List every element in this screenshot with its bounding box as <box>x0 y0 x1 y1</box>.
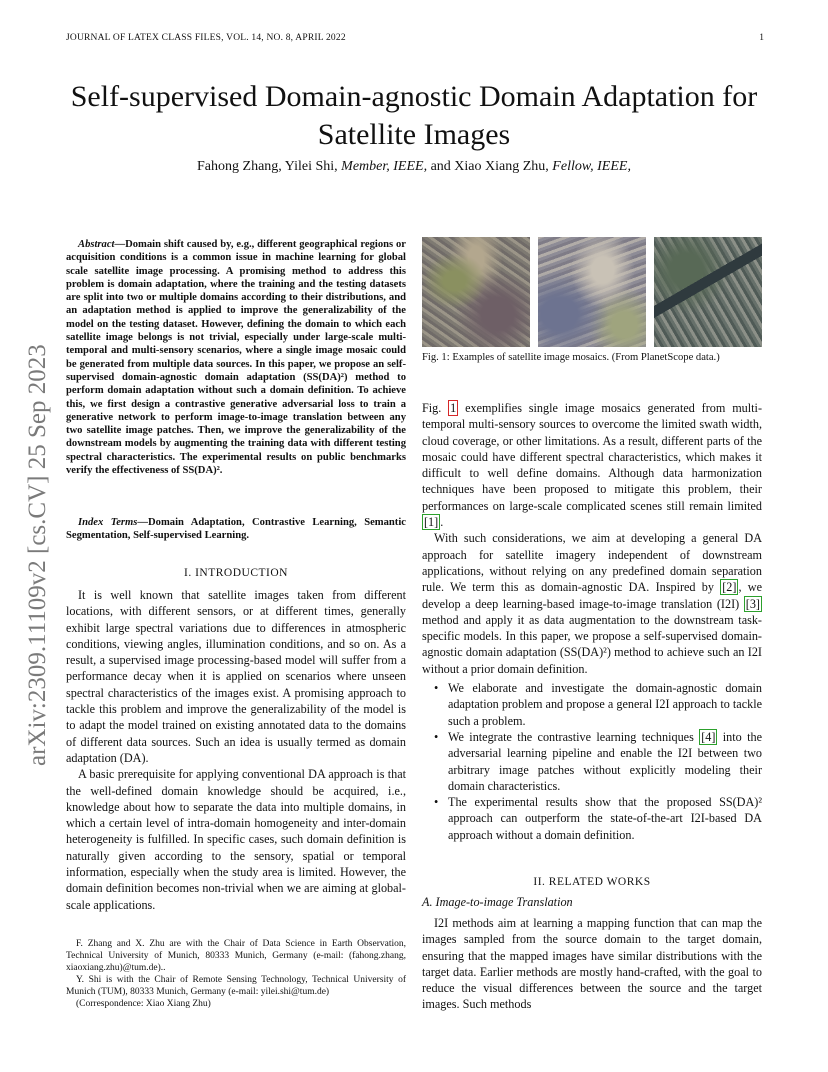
subsection-heading-i2i: A. Image-to-image Translation <box>422 895 573 909</box>
index-terms-label: Index Terms <box>78 517 138 528</box>
arxiv-identifier: arXiv:2309.11109v2 [cs.CV] 25 Sep 2023 <box>24 344 51 766</box>
author-role-1: Member, IEEE, <box>341 159 428 174</box>
contribution-item <box>422 729 762 794</box>
running-header: JOURNAL OF LATEX CLASS FILES, VOL. 14, NO. 8, APRIL 2022 <box>66 33 346 43</box>
footnote-affiliation-2: Y. Shi is with the Chair of Remote Sensing Technology, Technical University of Munich (TUM), 80333 Munich, Germany (e-mail: yilei.shi@tum.de) <box>66 975 406 997</box>
contribution-item: • We elaborate and investigate the domain-agnostic domain adaptation problem and propose a general I2I approach to tackle such a problem. <box>422 680 762 729</box>
right-column-body <box>422 400 762 843</box>
paper-title: Self-supervised Domain-agnostic Domain Adaptation for Satellite Images <box>70 80 758 151</box>
author-list <box>66 159 762 175</box>
citation-4-link[interactable]: [4] <box>701 729 716 744</box>
page-number: 1 <box>759 33 764 43</box>
footnote-correspondence: (Correspondence: Xiao Xiang Zhu) <box>76 999 211 1009</box>
abstract-label: Abstract <box>78 239 115 250</box>
author-role-2: Fellow, IEEE, <box>552 159 631 174</box>
section-heading-introduction: I. INTRODUCTION <box>184 567 288 579</box>
citation-1-link[interactable]: [1] <box>424 515 439 530</box>
contribution-item: • The experimental results show that the proposed SS(DA)² approach can outperform the state-of-the-art I2I-based DA approach without a domain definition. <box>422 794 762 843</box>
author-names-1: Fahong Zhang, Yilei Shi, <box>197 159 342 174</box>
related-paragraph-1: I2I methods aim at learning a mapping function that can map the images sampled from the source domain to the target domain, ensuring that the mapped images have similar distributions with the target data. Earlier methods are mostly hand-crafted, with the goal to reduce the visual differences between the source and the target images. Such methods <box>422 916 762 1012</box>
introduction-body <box>66 587 406 913</box>
index-terms-text: —Domain Adaptation, Contrastive Learning, Semantic Segmentation, Self-supervised Learning. <box>66 517 406 542</box>
text-run: . <box>440 515 444 530</box>
related-works-body <box>422 915 762 1013</box>
abstract <box>66 238 406 477</box>
text-run: Fig. <box>422 401 449 415</box>
footnote-affiliation-1: F. Zhang and X. Zhu are with the Chair of Data Science in Earth Observation, Technical University of Munich, 80333 Munich, Germany (e-mail: (fahong.zhang, xiaoxiang.zhu)@tum.de).. <box>66 939 406 973</box>
satellite-image-2 <box>538 237 646 347</box>
text-run: We integrate the contrastive learning techniques <box>448 729 700 744</box>
contribution-list <box>422 680 762 843</box>
footnotes <box>66 938 406 1010</box>
satellite-image-3 <box>654 237 762 347</box>
text-run: With such considerations, we aim at developing a general DA approach for satellite imagery independent of downstream applications, without relying on any predefined domain separation rule. We term this as domain-agnostic DA. Inspired by <box>422 531 762 595</box>
figure-1-link[interactable]: 1 <box>450 401 457 415</box>
citation-3-link[interactable]: [3] <box>745 596 760 611</box>
intro-paragraph-1: It is well known that satellite images taken from different locations, with different sensors, or at different times, generally exhibit large spectral variations due to differences in atmospheric conditions, viewing angles, illumination conditions, and so on. As a result, a supervised image processing-based model will suffer from a performance decay when it is applied on scenarios where unseen spectral characteristics of the images exist. A promising approach to tackle this problem and improve the generalizability of the model is to adapt the model trained on existing annotated data to the domains of different data sources. Such an idea is usually termed as domain adaptation (DA). <box>66 588 406 765</box>
citation-2-link[interactable]: [2] <box>722 580 737 595</box>
figure-caption: Fig. 1: Examples of satellite image mosaics. (From PlanetScope data.) <box>422 352 720 363</box>
abstract-text: —Domain shift caused by, e.g., different geographical regions or acquisition conditions is a common issue in machine learning for global scale satellite image processing. A promising method to address this problem is domain adaptation, where the training and the testing datasets are split into two or multiple domains according to their distributions, and an adaptation method is applied to improve the generalizability of the model on the testing dataset. However, defining the domain to which each satellite image belongs is not trivial, especially under large-scale multi-temporal and multi-sensory scenarios, where a single image mosaic could be generated from multiple data sources. In this paper, we propose an self-supervised domain-agnostic domain adaptation (SS(DA)²) method to perform domain adaptation without such a domain definition. To achieve this, we first design a contrastive generative adversarial loss to train a generative network to perform image-to-image translation between any two satellite image patches. Then, we improve the generalizability of the downstream models by augmenting the training data with different testing spectral characteristics. The experimental results on public benchmarks verify the effectiveness of SS(DA)². <box>66 239 406 477</box>
section-heading-related-works: II. RELATED WORKS <box>533 876 651 888</box>
index-terms <box>66 516 406 543</box>
satellite-image-1 <box>422 237 530 347</box>
text-run: into the adversarial learning pipeline and enable the I2I between two arbitrary image patches without explicitly modeling their domain characteristics. <box>448 729 762 793</box>
right-paragraph-1 <box>422 400 762 530</box>
figure-satellite-mosaics <box>422 237 762 347</box>
intro-paragraph-2: A basic prerequisite for applying conventional DA approach is that the well-defined domain knowledge should be acquired, i.e., knowledge about how to separate the data into multiple domains, in which a certain level of intra-domain homogeneity and inter-domain heterogeneity is fulfilled. In specific cases, such domain definition is naturally given according to the sensory, spatial or temporal information, especially when the study area is limited. However, the domain definition becomes non-trivial when we are aiming at global-scale applications. <box>66 767 406 912</box>
text-run: exemplifies single image mosaics generated from multi-temporal multi-sensory sources to overcome the limited swath width, cloud coverage, or other limitations. As a result, different parts of the mosaic could have different spectral characteristics, which makes it difficult to well define domains. Although data harmonization techniques have been proposed to mitigate this problem, their performances on large-scale complicated scenes still remain limited <box>422 401 762 513</box>
author-names-2: and Xiao Xiang Zhu, <box>427 159 553 174</box>
text-run: , we develop a deep learning-based image-to-image translation (I2I) <box>422 580 762 611</box>
text-run: method and apply it as data augmentation to the downstream task-specific models. In this paper, we propose a self-supervised domain-agnostic domain adaptation (SS(DA)²) method to achieve such an I2I without a prior domain definition. <box>422 612 762 676</box>
right-paragraph-2 <box>422 530 762 677</box>
